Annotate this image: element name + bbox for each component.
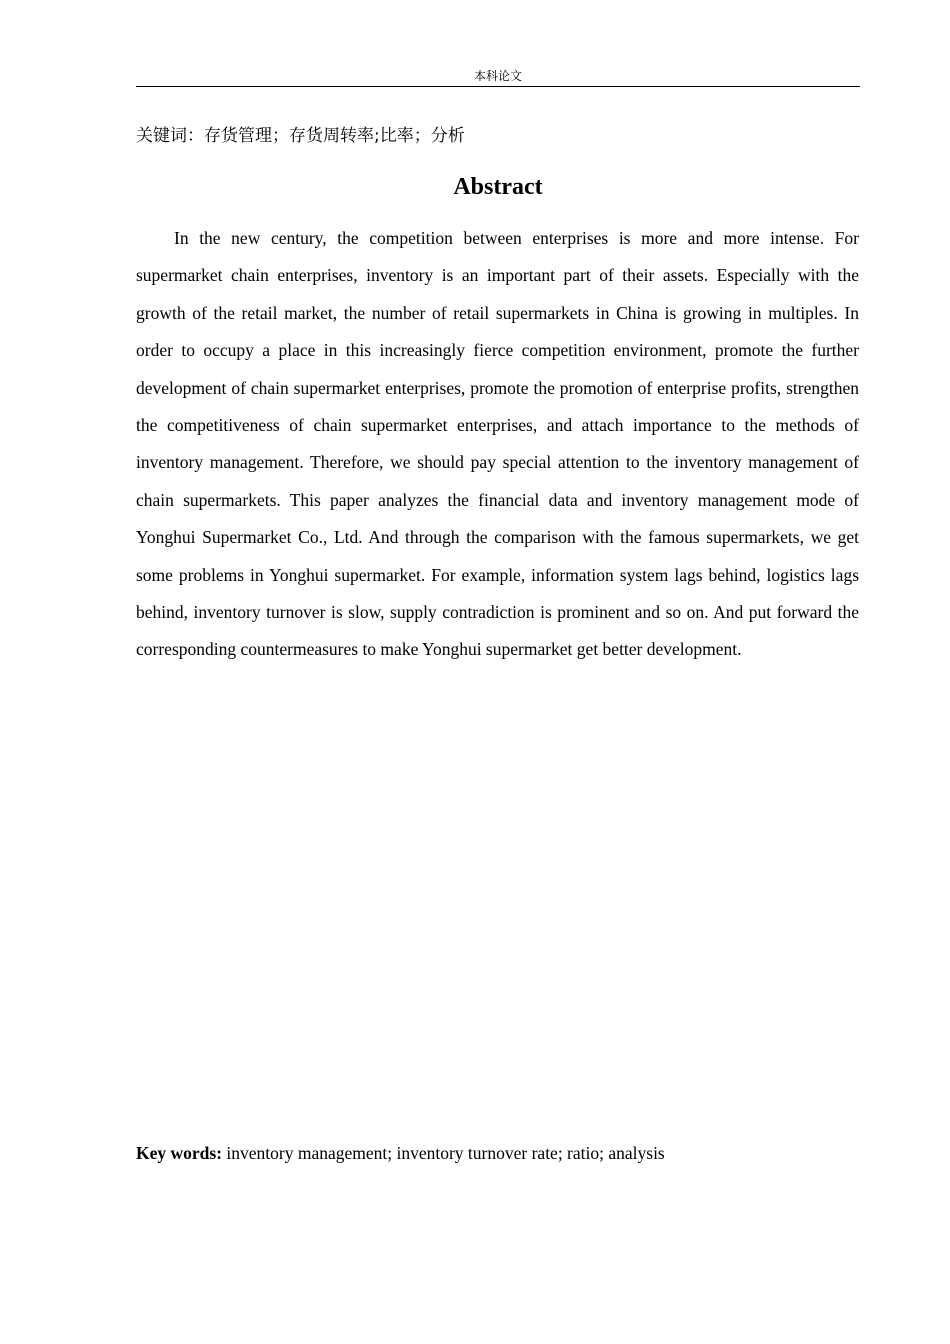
chinese-keywords-value: 存货管理；存货周转率;比率；分析 (204, 126, 465, 146)
chinese-keywords (136, 122, 860, 150)
abstract-title: Abstract (453, 174, 543, 200)
page-header (136, 66, 860, 87)
english-keywords-label: Key words: (136, 1143, 223, 1163)
abstract-body: In the new century, the competition between enterprises is more and more intense. For supermarket chain enterprises, inventory is an important part of their assets. Especially with the growth of the retail market, the number of retail supermarkets in China is growing in multiples. In order to occupy a place in this increasingly fierce competition environment, promote the further development of chain supermarket enterprises, promote the promotion of enterprise profits, strengthen the competitiveness of chain supermarket enterprises, and attach importance to the methods of inventory management. Therefore, we should pay special attention to the inventory management of chain supermarkets. This paper analyzes the financial data and inventory management mode of Yonghui Supermarket Co., Ltd. And through the comparison with the famous supermarkets, we get some problems in Yonghui supermarket. For example, information system lags behind, logistics lags behind, inventory turnover is slow, supply contradiction is prominent and so on. And put forward the corresponding countermeasures to make Yonghui supermarket get better development. (136, 228, 859, 660)
header-title: 本科论文 (473, 69, 522, 83)
chinese-keywords-label: 关键词： (136, 126, 204, 146)
english-keywords (136, 1138, 860, 1168)
english-keywords-value: inventory management; inventory turnover rate; ratio; analysis (222, 1143, 665, 1163)
